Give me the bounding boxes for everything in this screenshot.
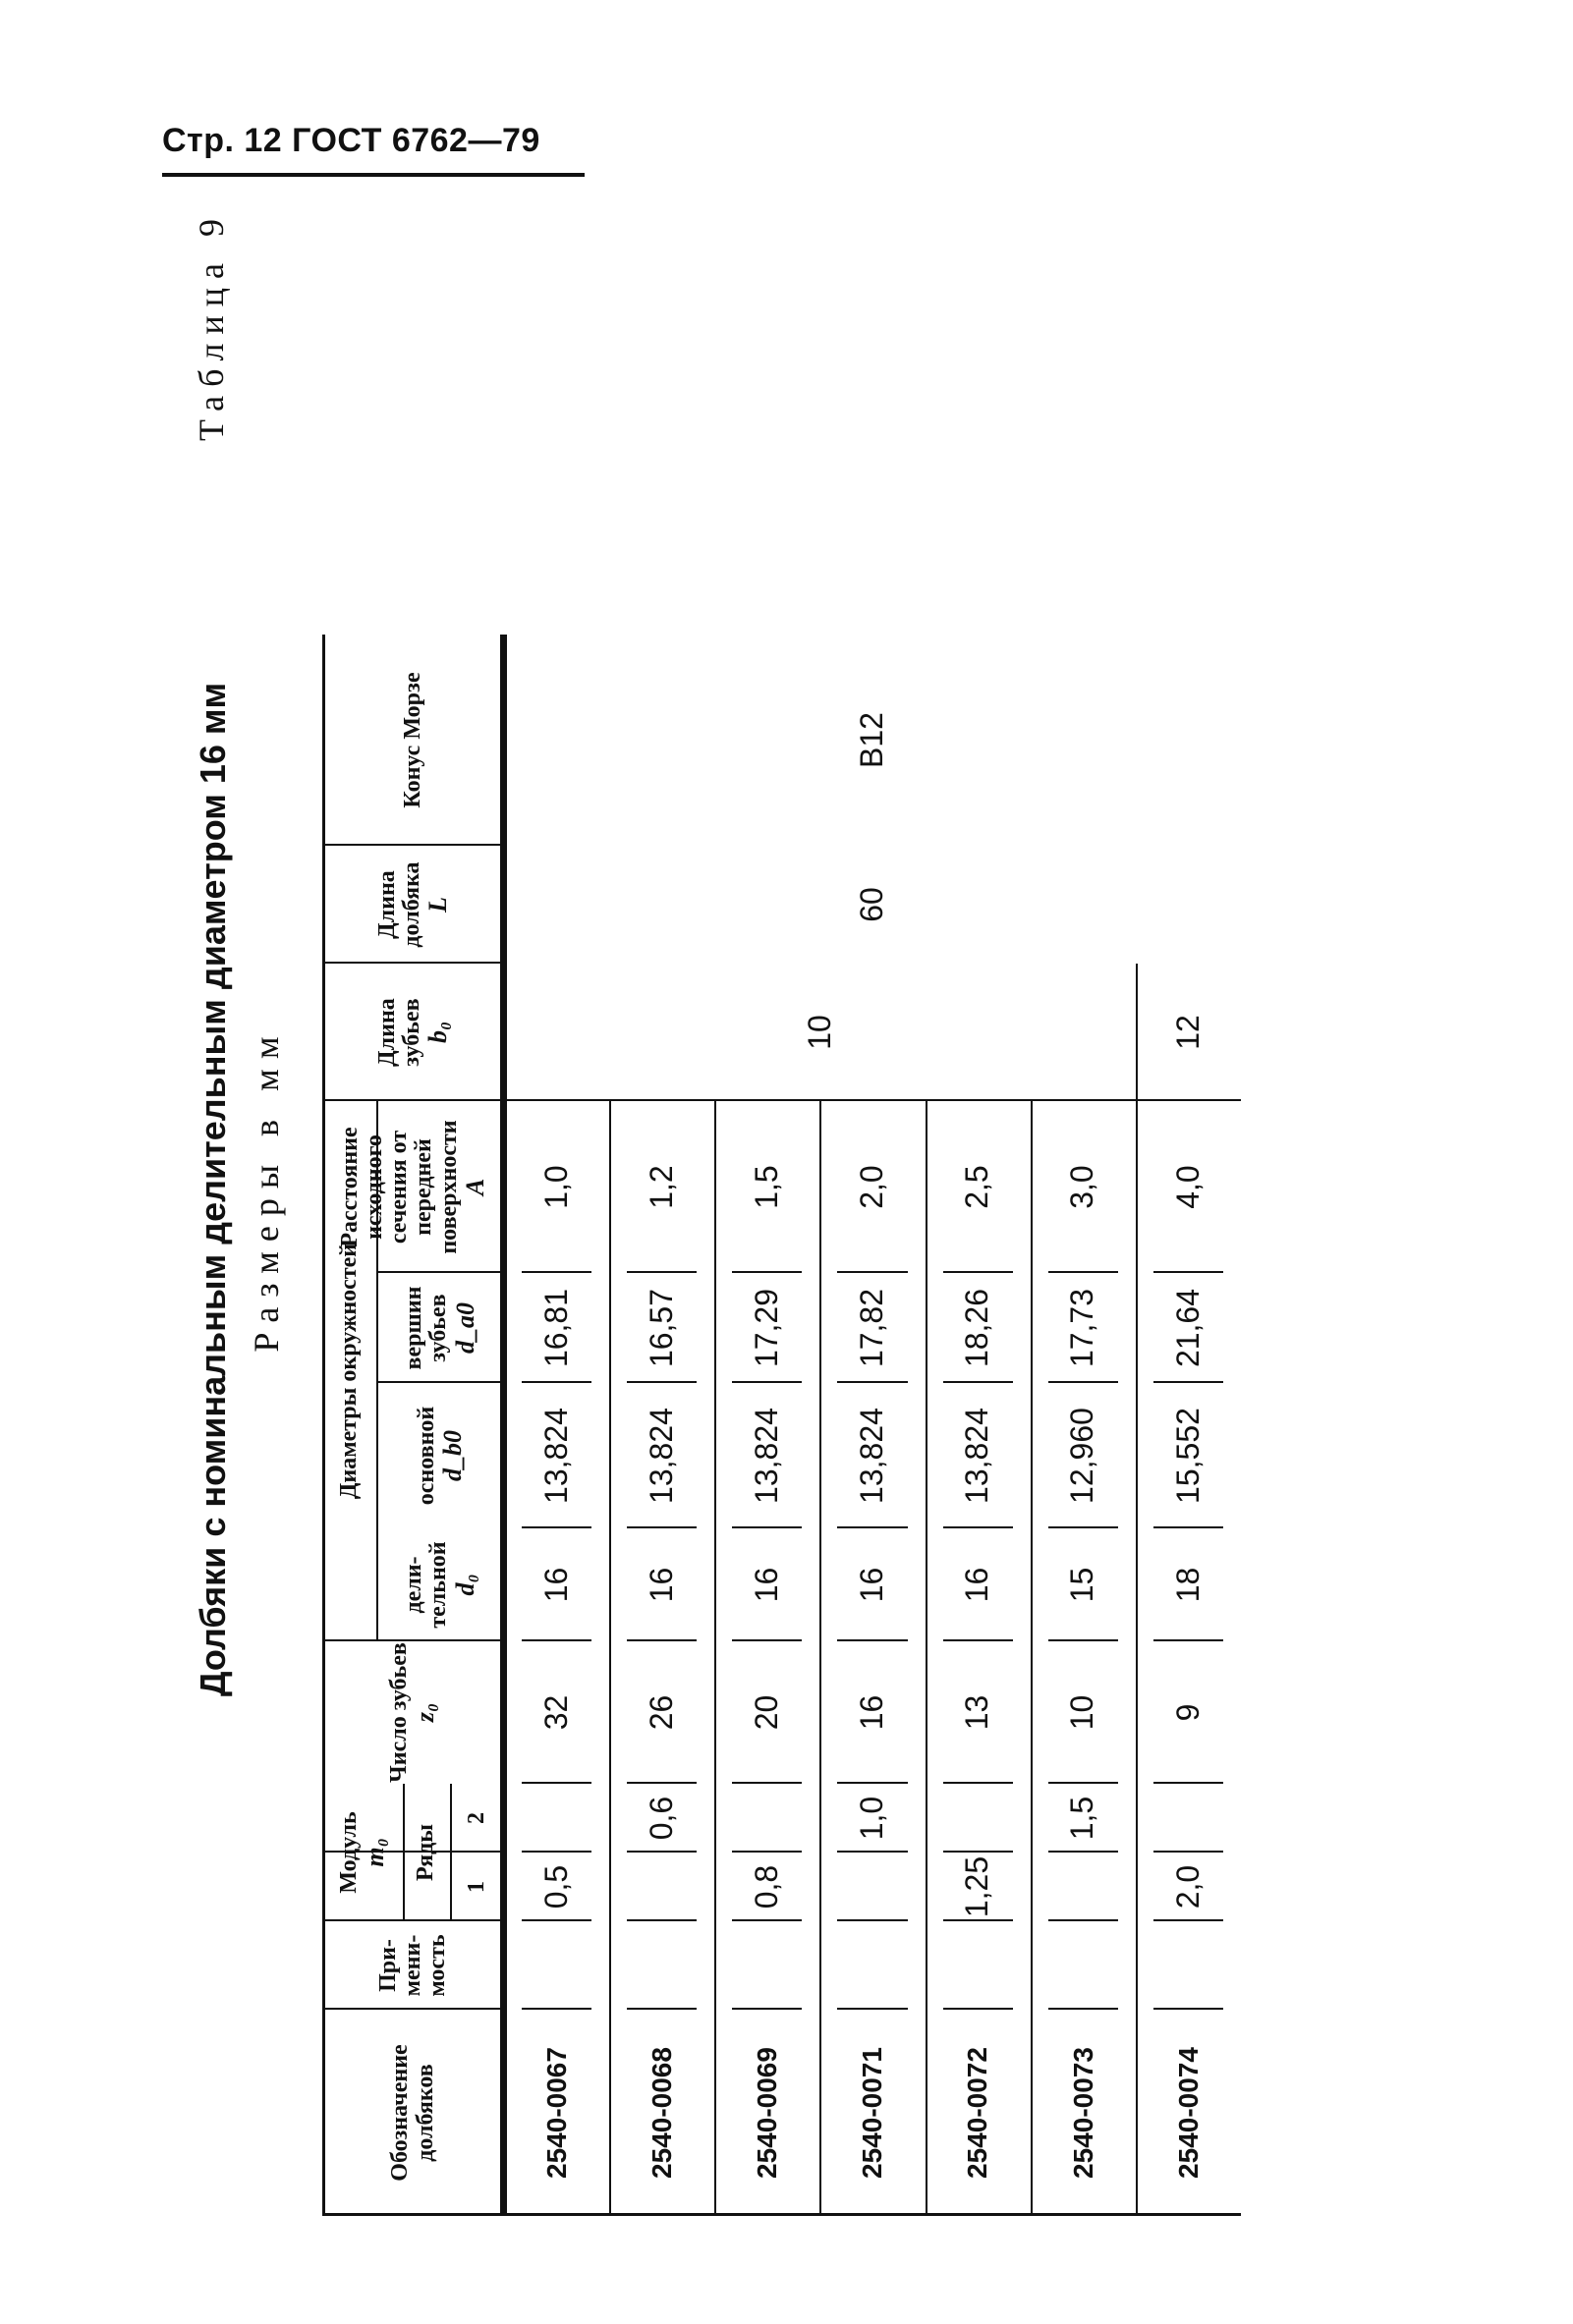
- header-cutter-length-sym: L: [423, 897, 453, 913]
- cell-teeth: [504, 1641, 609, 1784]
- code-text: 2540-0071: [857, 2047, 888, 2179]
- cell-teeth: [926, 1641, 1031, 1784]
- body-col-rule: [1048, 2008, 1118, 2010]
- module-row2-text: 1,0: [854, 1796, 890, 1841]
- header-teeth: [322, 1641, 504, 1784]
- cell-module-row1: [1031, 1853, 1136, 1921]
- header-base-sym: d_b0: [437, 1430, 467, 1481]
- rotated-table-block: [185, 163, 1246, 2216]
- body-col-rule: [732, 1782, 802, 1784]
- body-col-rule: [943, 1271, 1013, 1273]
- table-number: Таблица 9: [192, 210, 231, 441]
- header-distance-text: Расстояние исходного сечения от передней поверхности: [336, 1120, 462, 1254]
- tip-text: 16,81: [537, 1288, 574, 1368]
- distance-text: 1,0: [537, 1165, 574, 1209]
- header-tooth-length-sym: b₀: [423, 1021, 453, 1044]
- body-col-rule: [837, 1919, 907, 1921]
- body-col-rule: [1048, 1381, 1118, 1383]
- header-module-text: Модуль: [335, 1811, 362, 1894]
- header-row1-text: 1: [463, 1881, 489, 1893]
- teeth-text: 9: [1169, 1703, 1206, 1722]
- cell-tip: [819, 1273, 925, 1383]
- body-col-rule: [943, 1639, 1013, 1641]
- header-applicability: [322, 1921, 504, 2010]
- cell-base: [504, 1383, 609, 1528]
- body-col-rule: [1048, 1851, 1118, 1853]
- tip-text: 17,73: [1064, 1288, 1100, 1368]
- body-col-rule: [522, 1639, 591, 1641]
- header-cutter-length: [322, 846, 504, 964]
- cell-module-row2: [714, 1784, 819, 1853]
- cell-tooth-length-a: [504, 964, 1136, 1101]
- cutter-length-text: 60: [854, 887, 890, 922]
- tip-text: 16,57: [643, 1288, 679, 1368]
- cell-module-row2: [926, 1784, 1031, 1853]
- row-rule: [609, 1101, 611, 2216]
- cell-teeth: [609, 1641, 714, 1784]
- body-col-rule: [522, 2008, 591, 2010]
- body-col-rule: [627, 1526, 697, 1528]
- cell-pitch: [1031, 1528, 1136, 1641]
- module-row1-text: 1,25: [959, 1855, 995, 1918]
- body-col-rule: [732, 1851, 802, 1853]
- cell-pitch: [504, 1528, 609, 1641]
- header-morse-text: Конус Морзе: [399, 672, 425, 808]
- cell-base: [926, 1383, 1031, 1528]
- module-row1-text: 0,8: [749, 1864, 785, 1909]
- cell-tip: [1136, 1273, 1241, 1383]
- body-col-rule: [627, 1782, 697, 1784]
- cell-module-row2: [504, 1784, 609, 1853]
- cell-code: [714, 2010, 819, 2216]
- body-col-rule: [837, 2008, 907, 2010]
- body-col-rule: [1153, 1526, 1223, 1528]
- body-col-rule: [1048, 1526, 1118, 1528]
- header-tip: [376, 1273, 504, 1383]
- base-text: 13,824: [537, 1408, 574, 1504]
- body-col-rule: [522, 1271, 591, 1273]
- cell-pitch: [819, 1528, 925, 1641]
- distance-text: 3,0: [1064, 1165, 1100, 1209]
- header-diameters-text: Диаметры окружностей: [335, 1243, 362, 1500]
- body-col-rule: [1048, 1782, 1118, 1784]
- header-cutter-length-text: Длина долбяка: [373, 861, 424, 948]
- cell-pitch: [926, 1528, 1031, 1641]
- header-rows: [403, 1784, 450, 1921]
- cell-tooth-length-b: [1136, 964, 1241, 1101]
- body-col-rule: [943, 1381, 1013, 1383]
- cell-code: [1136, 2010, 1241, 2216]
- cell-distance: [714, 1101, 819, 1273]
- cell-module-row1: [1136, 1853, 1241, 1921]
- module-row2-text: 1,5: [1064, 1796, 1100, 1841]
- cell-code: [1031, 2010, 1136, 2216]
- base-text: 13,824: [749, 1408, 785, 1504]
- cell-code: [609, 2010, 714, 2216]
- code-text: 2540-0067: [540, 2047, 572, 2179]
- code-text: 2540-0073: [1067, 2047, 1098, 2179]
- body-col-rule: [627, 1381, 697, 1383]
- body-col-rule: [1153, 1919, 1223, 1921]
- tooth-length-a-text: 10: [801, 1015, 837, 1050]
- body-col-rule: [627, 1639, 697, 1641]
- pitch-text: 16: [537, 1567, 574, 1603]
- body-col-rule: [1048, 1639, 1118, 1641]
- cell-code: [926, 2010, 1031, 2216]
- body-col-rule: [1153, 1271, 1223, 1273]
- code-text: 2540-0072: [962, 2047, 993, 2179]
- header-distance: [322, 1101, 504, 1273]
- body-col-rule: [943, 2008, 1013, 2010]
- base-text: 13,824: [643, 1408, 679, 1504]
- header-tip-sym: d_a0: [450, 1302, 479, 1354]
- body-col-rule: [1048, 1919, 1118, 1921]
- body-col-rule: [1153, 1782, 1223, 1784]
- body-col-rule: [522, 1526, 591, 1528]
- cell-teeth: [1031, 1641, 1136, 1784]
- tip-text: 17,29: [749, 1288, 785, 1368]
- row-rule: [1031, 1101, 1033, 2216]
- code-text: 2540-0074: [1172, 2047, 1204, 2179]
- header-pitch-text: дели-тельной: [401, 1541, 452, 1629]
- cell-code: [504, 2010, 609, 2216]
- base-text: 13,824: [959, 1408, 995, 1504]
- tip-text: 18,26: [959, 1288, 995, 1368]
- cell-distance: [819, 1101, 925, 1273]
- pitch-text: 18: [1169, 1567, 1206, 1603]
- cell-code: [819, 2010, 925, 2216]
- teeth-text: 13: [959, 1694, 995, 1731]
- body-col-rule: [627, 2008, 697, 2010]
- cell-base: [819, 1383, 925, 1528]
- cell-teeth: [714, 1641, 819, 1784]
- body-col-rule: [837, 1526, 907, 1528]
- distance-text: 1,5: [749, 1165, 785, 1209]
- header-row2-text: 2: [463, 1812, 489, 1824]
- cell-module-row1: [609, 1853, 714, 1921]
- cell-distance: [609, 1101, 714, 1273]
- body-col-rule: [943, 1526, 1013, 1528]
- body-col-rule: [732, 1639, 802, 1641]
- cell-tip: [504, 1273, 609, 1383]
- body-col-rule: [837, 1271, 907, 1273]
- cell-base: [714, 1383, 819, 1528]
- header-tooth-length-text: Длина зубьев: [373, 998, 424, 1067]
- cell-teeth: [819, 1641, 925, 1784]
- teeth-text: 26: [643, 1694, 679, 1731]
- header-pitch: [376, 1528, 504, 1641]
- header-distance-sym: A: [460, 1178, 489, 1196]
- cell-teeth: [1136, 1641, 1241, 1784]
- header-row2: [450, 1784, 504, 1853]
- pitch-text: 16: [854, 1567, 890, 1603]
- cell-tip: [1031, 1273, 1136, 1383]
- row-rule: [819, 1101, 821, 2216]
- cell-pitch: [1136, 1528, 1241, 1641]
- distance-text: 2,0: [854, 1165, 890, 1209]
- header-row1: [450, 1853, 504, 1921]
- body-col-rule: [1153, 1851, 1223, 1853]
- code-text: 2540-0069: [752, 2047, 783, 2179]
- header-pitch-sym: d₀: [450, 1574, 479, 1596]
- body-col-rule: [837, 1639, 907, 1641]
- cell-module-row1: [714, 1853, 819, 1921]
- teeth-text: 16: [854, 1694, 890, 1731]
- cell-module-row2: [819, 1784, 925, 1853]
- teeth-text: 10: [1064, 1694, 1100, 1731]
- cell-morse: [504, 635, 1241, 846]
- cell-distance: [504, 1101, 609, 1273]
- body-col-rule: [1153, 1639, 1223, 1641]
- body-col-rule: [627, 1919, 697, 1921]
- body-col-rule: [1153, 1381, 1223, 1383]
- header-module: [322, 1784, 403, 1921]
- body-col-rule: [732, 2008, 802, 2010]
- body-col-rule: [943, 1782, 1013, 1784]
- teeth-text: 20: [749, 1694, 785, 1731]
- pitch-text: 15: [1064, 1567, 1100, 1603]
- body-col-rule: [943, 1851, 1013, 1853]
- morse-text: B12: [854, 712, 890, 768]
- body-col-rule: [627, 1271, 697, 1273]
- distance-text: 4,0: [1169, 1165, 1206, 1209]
- distance-text: 1,2: [643, 1165, 679, 1209]
- tip-text: 17,82: [854, 1288, 890, 1368]
- base-text: 12,960: [1064, 1408, 1100, 1504]
- teeth-text: 32: [537, 1694, 574, 1731]
- cell-tip: [926, 1273, 1031, 1383]
- cell-module-row1: [504, 1853, 609, 1921]
- pitch-text: 16: [643, 1567, 679, 1603]
- row-rule: [1136, 1101, 1138, 2216]
- header-teeth-sym: z₀: [411, 1702, 440, 1723]
- module-row1-text: 0,5: [537, 1864, 574, 1909]
- cell-distance: [926, 1101, 1031, 1273]
- module-row2-text: 0,6: [643, 1796, 679, 1841]
- cell-module-row1: [819, 1853, 925, 1921]
- cell-distance: [1031, 1101, 1136, 1273]
- header-applicability-text: При-мени-мость: [374, 1934, 451, 1997]
- header-teeth-text: Число зубьев: [386, 1642, 413, 1783]
- header-base: [376, 1383, 504, 1528]
- header-tip-text: вершин зубьев: [401, 1286, 452, 1370]
- body-col-rule: [522, 1782, 591, 1784]
- body-col-rule: [837, 1381, 907, 1383]
- cell-pitch: [714, 1528, 819, 1641]
- module-row1-text: 2,0: [1169, 1864, 1206, 1909]
- pitch-text: 16: [749, 1567, 785, 1603]
- header-rows-text: Ряды: [413, 1824, 439, 1881]
- header-morse: [322, 635, 504, 846]
- body-col-rule: [732, 1526, 802, 1528]
- table-titles: [185, 163, 312, 2216]
- distance-text: 2,5: [959, 1165, 995, 1209]
- cell-module-row2: [1031, 1784, 1136, 1853]
- body-col-rule: [1048, 1271, 1118, 1273]
- cell-distance: [1136, 1101, 1241, 1273]
- base-text: 13,824: [854, 1408, 890, 1504]
- header-tooth-length: [322, 964, 504, 1101]
- page-header: Стр. 12 ГОСТ 6762—79: [162, 122, 540, 159]
- table-subtitle: Размеры в мм: [247, 1026, 286, 1353]
- cell-module-row2: [609, 1784, 714, 1853]
- header-designation: [322, 2010, 504, 2216]
- header-base-text: основной: [413, 1406, 439, 1506]
- body-col-rule: [1153, 2008, 1223, 2010]
- cell-base: [1031, 1383, 1136, 1528]
- body-col-rule: [522, 1851, 591, 1853]
- tooth-length-b-text: 12: [1169, 1015, 1206, 1050]
- body-col-rule: [732, 1919, 802, 1921]
- cell-tip: [609, 1273, 714, 1383]
- body-col-rule: [732, 1381, 802, 1383]
- cell-base: [609, 1383, 714, 1528]
- body-col-rule: [522, 1919, 591, 1921]
- body-col-rule: [627, 1851, 697, 1853]
- cell-module-row1: [926, 1853, 1031, 1921]
- cell-module-row2: [1136, 1784, 1241, 1853]
- row-rule: [926, 1101, 927, 2216]
- code-text: 2540-0068: [646, 2047, 678, 2179]
- header-module-sym: m₀: [360, 1838, 389, 1867]
- cell-pitch: [609, 1528, 714, 1641]
- body-col-rule: [837, 1782, 907, 1784]
- base-text: 15,552: [1169, 1408, 1206, 1504]
- body-col-rule: [943, 1919, 1013, 1921]
- table-title: Долбяки с номинальным делительным диаметром 16 мм: [193, 682, 233, 1697]
- cell-base: [1136, 1383, 1241, 1528]
- row-rule: [714, 1101, 716, 2216]
- data-table: [322, 163, 1241, 2216]
- header-designation-text: Обозначение долбяков: [387, 2044, 438, 2182]
- pitch-text: 16: [959, 1567, 995, 1603]
- body-col-rule: [837, 1851, 907, 1853]
- tip-text: 21,64: [1169, 1288, 1206, 1368]
- body-col-rule: [732, 1271, 802, 1273]
- body-col-rule: [522, 1381, 591, 1383]
- cell-cutter-length: [504, 846, 1241, 964]
- cell-tip: [714, 1273, 819, 1383]
